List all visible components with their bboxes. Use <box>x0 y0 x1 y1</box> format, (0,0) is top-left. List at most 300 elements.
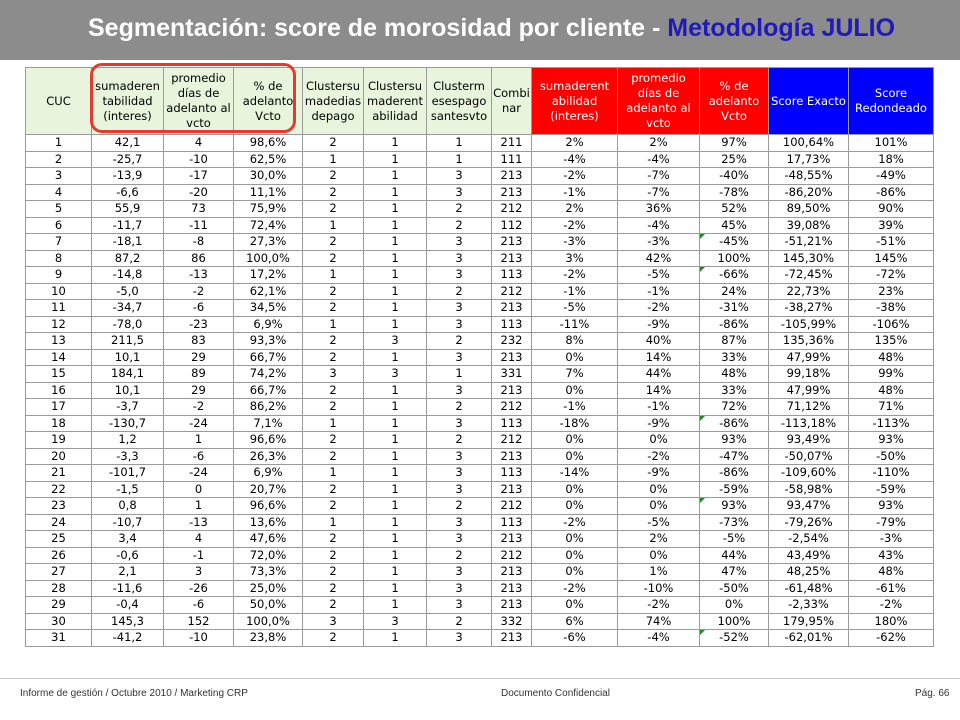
table-cell: 2 <box>427 547 492 564</box>
table-cell: 2 <box>303 580 364 597</box>
table-cell: -109,60% <box>769 465 849 482</box>
table-cell: 2 <box>303 283 364 300</box>
table-cell: -0,6 <box>92 547 164 564</box>
table-cell: -113,18% <box>769 415 849 432</box>
table-cell: 3 <box>427 300 492 317</box>
table-cell: -2% <box>532 514 618 531</box>
table-cell: 2,1 <box>92 564 164 581</box>
table-cell: 2 <box>303 498 364 515</box>
table-cell: -5% <box>618 514 700 531</box>
table-cell: 74% <box>618 613 700 630</box>
table-cell: -2% <box>849 597 934 614</box>
table-cell: 93% <box>849 498 934 515</box>
table-cell: 52% <box>700 201 769 218</box>
table-cell: 2 <box>303 201 364 218</box>
table-cell: 1 <box>427 135 492 152</box>
table-cell: 2 <box>303 432 364 449</box>
table-cell: 2 <box>303 399 364 416</box>
table-cell: 83 <box>164 333 234 350</box>
table-cell: 2 <box>303 135 364 152</box>
table-cell: 29 <box>26 597 92 614</box>
table-cell: 100,64% <box>769 135 849 152</box>
table-cell: 99,18% <box>769 366 849 383</box>
table-cell: 3 <box>427 564 492 581</box>
table-cell: -0,4 <box>92 597 164 614</box>
table-cell: 0% <box>700 597 769 614</box>
table-cell: 3 <box>364 366 427 383</box>
table-row <box>26 498 934 515</box>
table-cell: -6 <box>164 597 234 614</box>
table-cell: 15 <box>26 366 92 383</box>
table-cell: -130,7 <box>92 415 164 432</box>
table-cell: -24 <box>164 415 234 432</box>
table-row <box>26 217 934 234</box>
table-row <box>26 630 934 647</box>
table-cell: 1 <box>364 349 427 366</box>
table-row <box>26 481 934 498</box>
table-cell: 2% <box>618 531 700 548</box>
table-cell: -2,33% <box>769 597 849 614</box>
table-cell: 1 <box>427 366 492 383</box>
table-cell: 87,2 <box>92 250 164 267</box>
table-cell: -51,21% <box>769 234 849 251</box>
table-row <box>26 547 934 564</box>
column-header: Score Redondeado <box>849 68 934 135</box>
table-cell: 24 <box>26 514 92 531</box>
table-cell: -79,26% <box>769 514 849 531</box>
table-cell: 1 <box>427 151 492 168</box>
table-row <box>26 531 934 548</box>
table-cell: 3 <box>427 465 492 482</box>
table-cell: -105,99% <box>769 316 849 333</box>
table-cell: 1 <box>364 465 427 482</box>
table-cell: 2% <box>532 201 618 218</box>
table-cell: 73 <box>164 201 234 218</box>
table-cell: -50% <box>700 580 769 597</box>
table-cell: 96,6% <box>234 498 303 515</box>
table-cell: 1 <box>303 217 364 234</box>
table-cell: 213 <box>492 630 532 647</box>
table-cell: 30 <box>26 613 92 630</box>
table-row <box>26 580 934 597</box>
table-cell: -49% <box>849 168 934 185</box>
table-cell: 100,0% <box>234 250 303 267</box>
table-cell: -38,27% <box>769 300 849 317</box>
table-cell: 18% <box>849 151 934 168</box>
table-cell: -9% <box>618 415 700 432</box>
table-cell: 1 <box>303 415 364 432</box>
table-cell: 45% <box>700 217 769 234</box>
table-cell: -14% <box>532 465 618 482</box>
table-cell: 212 <box>492 399 532 416</box>
table-cell: 3 <box>427 382 492 399</box>
table-cell: 1 <box>364 399 427 416</box>
table-cell: -5,0 <box>92 283 164 300</box>
table-cell: 213 <box>492 168 532 185</box>
table-cell: 44% <box>700 547 769 564</box>
table-cell: -10,7 <box>92 514 164 531</box>
table-cell: 2 <box>303 349 364 366</box>
table-cell: 22,73% <box>769 283 849 300</box>
table-cell: 213 <box>492 448 532 465</box>
table-cell: 10 <box>26 283 92 300</box>
table-cell: 332 <box>492 613 532 630</box>
table-cell: 213 <box>492 382 532 399</box>
table-cell: 213 <box>492 481 532 498</box>
table-cell: -3,3 <box>92 448 164 465</box>
table-cell: 1 <box>364 283 427 300</box>
table-cell: 113 <box>492 267 532 284</box>
table-cell: 213 <box>492 597 532 614</box>
table-cell: 213 <box>492 234 532 251</box>
table-cell: -110% <box>849 465 934 482</box>
table-cell: -6% <box>532 630 618 647</box>
table-cell: -1% <box>618 399 700 416</box>
table-cell: -11% <box>532 316 618 333</box>
table-cell: -72% <box>849 267 934 284</box>
table-cell: -6 <box>164 300 234 317</box>
table-body <box>26 135 934 647</box>
table-cell: 1 <box>364 316 427 333</box>
table-row <box>26 613 934 630</box>
table-cell: 93% <box>849 432 934 449</box>
table-cell: 180% <box>849 613 934 630</box>
table-cell: -61,48% <box>769 580 849 597</box>
table-cell: 47,6% <box>234 531 303 548</box>
table-cell: 93,47% <box>769 498 849 515</box>
table-cell: 93% <box>700 432 769 449</box>
table-cell: 71,12% <box>769 399 849 416</box>
table-cell: 2 <box>26 151 92 168</box>
table-cell: 3 <box>26 168 92 185</box>
table-cell: -18,1 <box>92 234 164 251</box>
table-cell: 211,5 <box>92 333 164 350</box>
table-cell: -4% <box>532 151 618 168</box>
table-cell: 213 <box>492 531 532 548</box>
table-cell: -4% <box>618 217 700 234</box>
table-cell: 39,08% <box>769 217 849 234</box>
table-cell: -61% <box>849 580 934 597</box>
column-header: Clustersu maderent abilidad <box>364 68 427 135</box>
table-cell: 0% <box>532 597 618 614</box>
table-cell: -58,98% <box>769 481 849 498</box>
table-cell: 1 <box>364 184 427 201</box>
table-cell: 1 <box>364 250 427 267</box>
table-cell: 213 <box>492 564 532 581</box>
table-cell: 72,4% <box>234 217 303 234</box>
table-cell: 2 <box>303 250 364 267</box>
table-cell: -2% <box>532 267 618 284</box>
column-header: CUC <box>26 68 92 135</box>
table-row <box>26 564 934 581</box>
table-cell: 17,2% <box>234 267 303 284</box>
table-cell: 21 <box>26 465 92 482</box>
table-cell: 1 <box>303 267 364 284</box>
table-row <box>26 151 934 168</box>
table-cell: 6 <box>26 217 92 234</box>
table-cell: 13,6% <box>234 514 303 531</box>
table-cell: 2 <box>303 382 364 399</box>
table-cell: 33% <box>700 382 769 399</box>
table-cell: 11,1% <box>234 184 303 201</box>
table-cell: 39% <box>849 217 934 234</box>
table-cell: 1 <box>364 151 427 168</box>
table-cell: -2,54% <box>769 531 849 548</box>
title-highlight: Metodología JULIO <box>667 14 896 42</box>
table-cell: -5% <box>700 531 769 548</box>
table-cell: -13,9 <box>92 168 164 185</box>
table-cell: 40% <box>618 333 700 350</box>
table-cell: 0% <box>532 382 618 399</box>
table-row <box>26 201 934 218</box>
table-cell: -20 <box>164 184 234 201</box>
table-cell: 1 <box>364 514 427 531</box>
table-cell: 1 <box>164 498 234 515</box>
table-cell: -13 <box>164 514 234 531</box>
table-row <box>26 300 934 317</box>
table-cell: 2 <box>303 168 364 185</box>
table-cell: -1% <box>532 283 618 300</box>
table-cell: 42,1 <box>92 135 164 152</box>
column-header: Combi nar <box>492 68 532 135</box>
table-cell: 213 <box>492 250 532 267</box>
table-cell: 145,3 <box>92 613 164 630</box>
table-cell: 24% <box>700 283 769 300</box>
table-cell: 1 <box>364 168 427 185</box>
table-row <box>26 349 934 366</box>
table-cell: -66% <box>700 267 769 284</box>
table-cell: 2 <box>427 283 492 300</box>
table-cell: 3 <box>427 514 492 531</box>
table-cell: 29 <box>164 382 234 399</box>
table-cell: 25,0% <box>234 580 303 597</box>
table-row <box>26 267 934 284</box>
table-cell: 42% <box>618 250 700 267</box>
table-cell: 113 <box>492 465 532 482</box>
table-cell: -73% <box>700 514 769 531</box>
table-cell: 0% <box>618 547 700 564</box>
table-cell: 3 <box>164 564 234 581</box>
table-cell: 211 <box>492 135 532 152</box>
table-cell: -72,45% <box>769 267 849 284</box>
table-cell: 90% <box>849 201 934 218</box>
table-cell: 6% <box>532 613 618 630</box>
table-cell: 100% <box>700 250 769 267</box>
footer-left: Informe de gestión / Octubre 2010 / Marketing CRP <box>20 688 248 699</box>
table-cell: 145% <box>849 250 934 267</box>
table-cell: -106% <box>849 316 934 333</box>
table-cell: 1 <box>364 217 427 234</box>
table-cell: 4 <box>164 531 234 548</box>
table-row <box>26 184 934 201</box>
table-cell: 47,99% <box>769 349 849 366</box>
column-header: % de adelanto Vcto <box>234 68 303 135</box>
table-cell: 1 <box>364 564 427 581</box>
page-title <box>88 14 895 43</box>
table-cell: 3 <box>427 316 492 333</box>
table-cell: 27,3% <box>234 234 303 251</box>
table-cell: 1 <box>364 201 427 218</box>
table-cell: -3% <box>532 234 618 251</box>
table-cell: 72,0% <box>234 547 303 564</box>
table-cell: -86% <box>849 184 934 201</box>
table-cell: -1% <box>532 399 618 416</box>
footer-center: Documento Confidencial <box>501 688 610 699</box>
table-row <box>26 366 934 383</box>
table-cell: 19 <box>26 432 92 449</box>
table-cell: -2% <box>532 580 618 597</box>
table-cell: 2 <box>427 498 492 515</box>
table-cell: 1 <box>364 415 427 432</box>
table-cell: 29 <box>164 349 234 366</box>
table-cell: 1 <box>364 597 427 614</box>
table-cell: 97% <box>700 135 769 152</box>
table-cell: 135,36% <box>769 333 849 350</box>
table-cell: 145,30% <box>769 250 849 267</box>
footer-page-number: Pág. 66 <box>915 688 950 699</box>
table-cell: 3 <box>427 234 492 251</box>
column-header: Score Exacto <box>769 68 849 135</box>
table-cell: 213 <box>492 300 532 317</box>
table-row <box>26 448 934 465</box>
table-cell: -78,0 <box>92 316 164 333</box>
table-cell: 0% <box>532 432 618 449</box>
table-cell: -40% <box>700 168 769 185</box>
table-cell: 17,73% <box>769 151 849 168</box>
table-cell: 28 <box>26 580 92 597</box>
table-row <box>26 316 934 333</box>
table-cell: -5% <box>532 300 618 317</box>
table-cell: 13 <box>26 333 92 350</box>
table-cell: 2 <box>303 481 364 498</box>
table-cell: 96,6% <box>234 432 303 449</box>
table-cell: 3 <box>364 613 427 630</box>
table-cell: 2 <box>427 201 492 218</box>
table-cell: 1 <box>364 580 427 597</box>
table-cell: 22 <box>26 481 92 498</box>
table-cell: 213 <box>492 580 532 597</box>
table-cell: 74,2% <box>234 366 303 383</box>
table-cell: 2 <box>303 184 364 201</box>
table-cell: 3 <box>427 580 492 597</box>
table-cell: 73,3% <box>234 564 303 581</box>
table-cell: 31 <box>26 630 92 647</box>
table-cell: -10% <box>618 580 700 597</box>
table-cell: 86,2% <box>234 399 303 416</box>
table-cell: 3 <box>427 481 492 498</box>
table-cell: -1% <box>618 283 700 300</box>
table-cell: 113 <box>492 316 532 333</box>
table-cell: -2% <box>532 168 618 185</box>
table-cell: 3 <box>427 267 492 284</box>
table-row <box>26 168 934 185</box>
table-cell: 212 <box>492 201 532 218</box>
table-cell: 101% <box>849 135 934 152</box>
table-cell: -4% <box>618 630 700 647</box>
table-cell: -50,07% <box>769 448 849 465</box>
table-cell: 20,7% <box>234 481 303 498</box>
table-cell: 2 <box>427 333 492 350</box>
table-cell: 1 <box>364 135 427 152</box>
table-cell: 2 <box>303 547 364 564</box>
table-cell: 3 <box>427 250 492 267</box>
table-cell: 3 <box>427 531 492 548</box>
table-cell: 2% <box>618 135 700 152</box>
table-cell: 2 <box>427 432 492 449</box>
table-cell: -2% <box>618 300 700 317</box>
table-row <box>26 382 934 399</box>
table-cell: 33% <box>700 349 769 366</box>
table-cell: -47% <box>700 448 769 465</box>
table-cell: 44% <box>618 366 700 383</box>
table-cell: 20 <box>26 448 92 465</box>
table-cell: -13 <box>164 267 234 284</box>
table-cell: -14,8 <box>92 267 164 284</box>
table-cell: 93,3% <box>234 333 303 350</box>
table-cell: 18 <box>26 415 92 432</box>
table-cell: -3,7 <box>92 399 164 416</box>
table-cell: 14 <box>26 349 92 366</box>
table-cell: 75,9% <box>234 201 303 218</box>
table-cell: 0% <box>618 498 700 515</box>
table-cell: 1 <box>26 135 92 152</box>
table-cell: 2 <box>303 234 364 251</box>
table-cell: -86% <box>700 415 769 432</box>
table-cell: 1 <box>164 432 234 449</box>
table-cell: 2 <box>303 630 364 647</box>
table-cell: -2% <box>532 217 618 234</box>
table-cell: 23,8% <box>234 630 303 647</box>
table-cell: -10 <box>164 151 234 168</box>
table-cell: 23 <box>26 498 92 515</box>
table-cell: 3 <box>427 448 492 465</box>
table-cell: 11 <box>26 300 92 317</box>
table-cell: -9% <box>618 465 700 482</box>
table-cell: 2 <box>427 399 492 416</box>
table-cell: 4 <box>164 135 234 152</box>
table-cell: 0% <box>532 448 618 465</box>
table-row <box>26 399 934 416</box>
table-cell: 3 <box>303 613 364 630</box>
table-cell: 48% <box>849 382 934 399</box>
table-cell: 47,99% <box>769 382 849 399</box>
table-cell: 93,49% <box>769 432 849 449</box>
table-cell: 1 <box>303 316 364 333</box>
table-row <box>26 514 934 531</box>
table-cell: 3 <box>364 333 427 350</box>
table-cell: 1 <box>364 234 427 251</box>
column-header: Clustersu madedias depago <box>303 68 364 135</box>
table-cell: 10,1 <box>92 349 164 366</box>
table-cell: 98,6% <box>234 135 303 152</box>
table-cell: 232 <box>492 333 532 350</box>
table-cell: -50% <box>849 448 934 465</box>
table-cell: 3 <box>427 415 492 432</box>
table-cell: 100% <box>700 613 769 630</box>
table-cell: 6,9% <box>234 465 303 482</box>
table-row <box>26 333 934 350</box>
spreadsheet <box>25 67 934 647</box>
table-row <box>26 234 934 251</box>
table-cell: 113 <box>492 415 532 432</box>
table-cell: 1 <box>364 481 427 498</box>
table-cell: 2% <box>532 135 618 152</box>
table-cell: 1 <box>303 465 364 482</box>
table-cell: -62% <box>849 630 934 647</box>
column-header: % de adelanto Vcto <box>700 68 769 135</box>
table-cell: 179,95% <box>769 613 849 630</box>
table-cell: -52% <box>700 630 769 647</box>
